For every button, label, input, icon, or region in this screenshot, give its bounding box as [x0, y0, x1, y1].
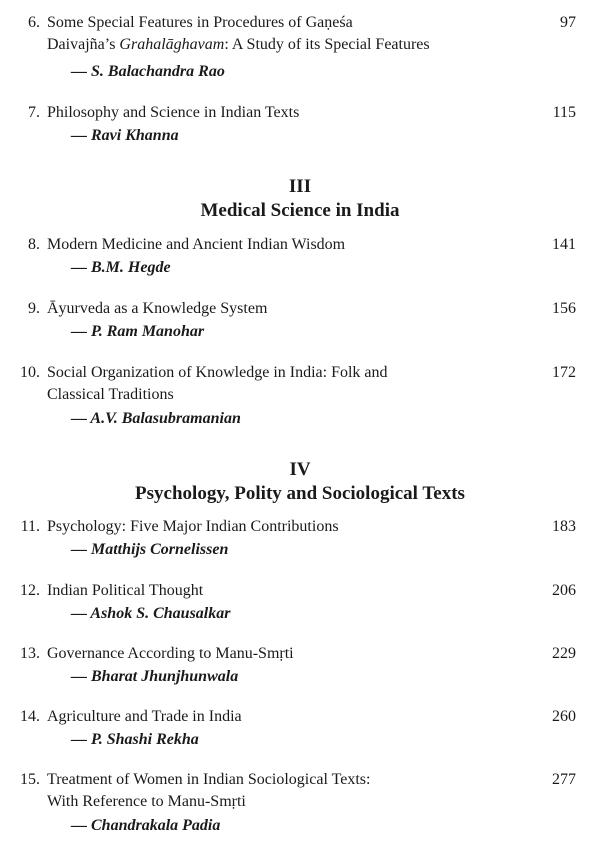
entry-title-line: Classical Traditions: [47, 386, 174, 403]
entry-number: 14.: [20, 708, 40, 725]
entry-title: [47, 362, 537, 406]
entry-number: 13.: [20, 645, 40, 662]
entry-title-line: Treatment of Women in Indian Sociological Texts:: [47, 771, 371, 788]
entry-author: — B.M. Hegde: [71, 259, 171, 276]
entry-author: — Bharat Jhunjhunwala: [71, 668, 239, 685]
entry-number: 7.: [28, 104, 40, 121]
entry-author: — P. Ram Manohar: [71, 323, 205, 340]
page-number: 115: [552, 104, 576, 121]
page-number: 277: [552, 771, 576, 788]
entry-number: 12.: [20, 582, 40, 599]
entry-author: — S. Balachandra Rao: [71, 63, 225, 80]
entry-title: Governance According to Manu-Smṛti: [47, 645, 294, 662]
entry-author: — Matthijs Cornelissen: [71, 541, 229, 558]
entry-author: — Chandrakala Padia: [71, 817, 221, 834]
entry-number: 11.: [20, 518, 40, 535]
section-number: IV: [289, 459, 311, 480]
section-title: Medical Science in India: [200, 200, 400, 221]
section-heading: [0, 459, 600, 507]
entry-number: 6.: [28, 14, 40, 31]
entry-title: Āyurveda as a Knowledge System: [47, 300, 268, 317]
section-number: III: [288, 176, 312, 197]
entry-title: Indian Political Thought: [47, 582, 204, 599]
section-title: Psychology, Polity and Sociological Texts: [135, 483, 465, 504]
entry-author: — A.V. Balasubramanian: [71, 410, 241, 427]
page-number: 156: [552, 300, 576, 317]
section-heading: [0, 176, 600, 224]
entry-title-line: Social Organization of Knowledge in India: Folk and: [47, 364, 388, 381]
entry-title-line: Daivajña’s: [47, 36, 120, 53]
entry-title: Modern Medicine and Ancient Indian Wisdom: [47, 236, 346, 253]
page-number: 172: [552, 364, 576, 381]
entry-title: Psychology: Five Major Indian Contributions: [47, 518, 339, 535]
page-number: 206: [552, 582, 576, 599]
entry-title: Philosophy and Science in Indian Texts: [47, 104, 300, 121]
page-number: 260: [552, 708, 576, 725]
page-number: 97: [560, 14, 576, 31]
entry-number: 10.: [20, 364, 40, 381]
page-number: 229: [552, 645, 576, 662]
entry-title-line: With Reference to Manu-Smṛti: [47, 793, 246, 810]
entry-title-italic: Grahalāghavam: [119, 36, 225, 53]
entry-author: — Ashok S. Chausalkar: [71, 605, 231, 622]
entry-title: Agriculture and Trade in India: [47, 708, 242, 725]
entry-title: [47, 12, 537, 56]
entry-number: 15.: [20, 771, 40, 788]
entry-title-rest: : A Study of its Special Features: [224, 36, 430, 53]
entry-number: 8.: [28, 236, 40, 253]
entry-number: 9.: [28, 300, 40, 317]
entry-author: — Ravi Khanna: [71, 127, 179, 144]
entry-title-line: Some Special Features in Procedures of Gaṇeśa: [47, 14, 353, 31]
entry-author: — P. Shashi Rekha: [71, 731, 199, 748]
page-number: 141: [552, 236, 576, 253]
entry-title: [47, 769, 537, 813]
page-number: 183: [552, 518, 576, 535]
